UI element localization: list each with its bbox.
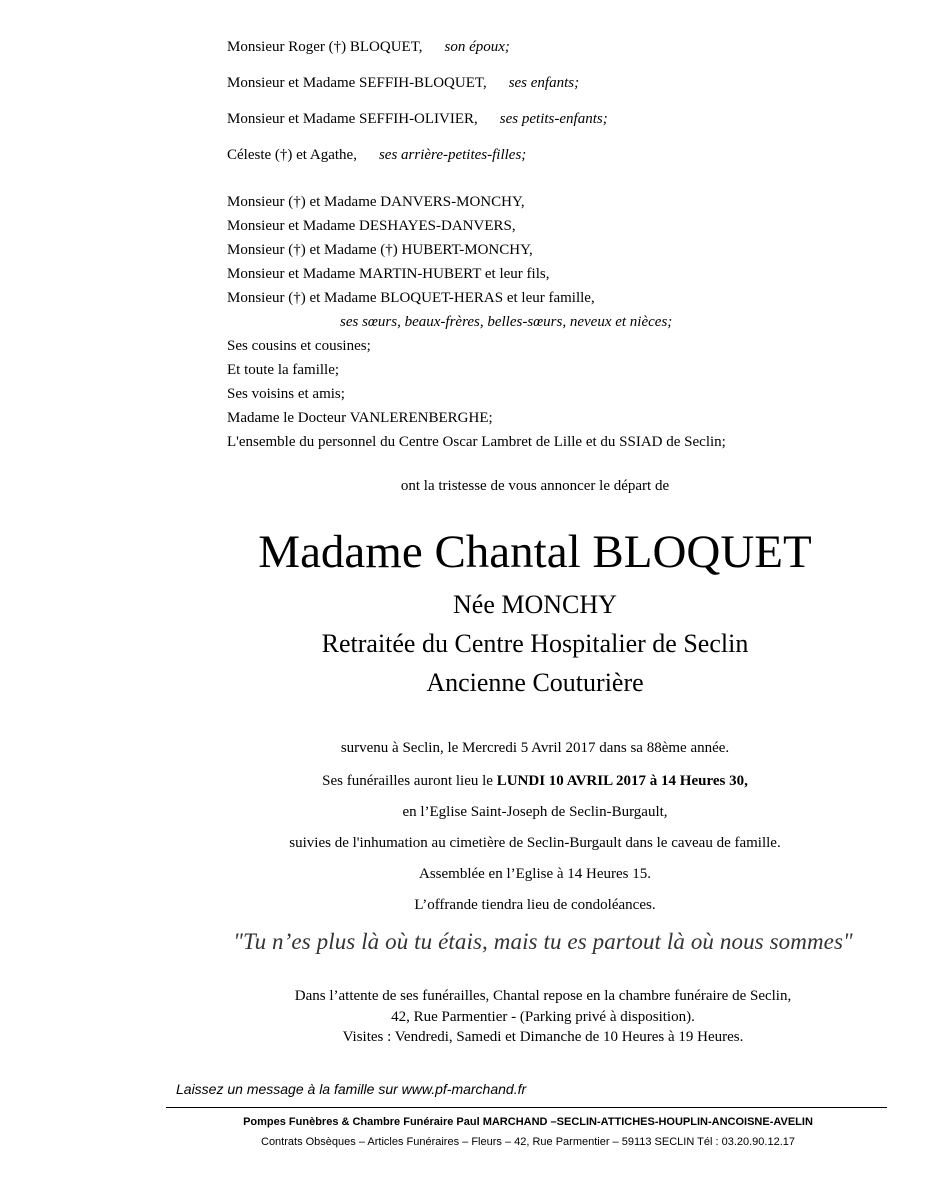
family-line-great-grandchildren	[227, 146, 526, 164]
condolence-message-link[interactable]: Laissez un message à la famille sur www.pf-marchand.fr	[176, 1081, 527, 1097]
family-name: Monsieur et Madame SEFFIH-BLOQUET,	[227, 75, 487, 91]
wake-line: Dans l’attente de ses funérailles, Chantal repose en la chambre funéraire de Seclin,	[294, 988, 792, 1004]
relative-line: Monsieur (†) et Madame BLOQUET-HERAS et leur famille,	[227, 290, 595, 306]
deceased-name: Madame Chantal BLOQUET	[258, 526, 812, 578]
family-name: Céleste (†) et Agathe,	[227, 147, 357, 163]
assembly-info: Assemblée en l’Eglise à 14 Heures 15.	[418, 866, 652, 882]
family-line-children	[227, 74, 579, 92]
funeral-date: LUNDI 10 AVRIL 2017 à 14 Heures 30,	[496, 773, 748, 789]
announcement-intro: ont la tristesse de vous annoncer le départ de	[400, 478, 670, 494]
family-role: son époux;	[444, 39, 510, 55]
wake-line: 42, Rue Parmentier - (Parking privé à disposition).	[391, 1008, 695, 1025]
funeral-info	[0, 771, 947, 791]
wake-info	[0, 986, 947, 1048]
relative-line: Monsieur et Madame DESHAYES-DANVERS,	[227, 218, 516, 234]
wake-line: Visites : Vendredi, Samedi et Dimanche de 10 Heures à 19 Heures.	[342, 1029, 744, 1045]
other-line: Madame le Docteur VANLERENBERGHE;	[227, 410, 493, 426]
family-name: Monsieur et Madame SEFFIH-OLIVIER,	[227, 111, 478, 127]
footer-divider	[166, 1107, 887, 1108]
funeral-prefix: Ses funérailles auront lieu le	[322, 773, 497, 789]
death-info: survenu à Seclin, le Mercredi 5 Avril 2017 dans sa 88ème année.	[340, 740, 730, 756]
other-line: Et toute la famille;	[227, 362, 340, 378]
relatives-role: ses sœurs, beaux-frères, belles-sœurs, neveux et nièces;	[340, 314, 673, 330]
family-role: ses enfants;	[508, 75, 580, 91]
family-role: ses arrière-petites-filles;	[378, 147, 527, 163]
other-line: Ses cousins et cousines;	[227, 338, 371, 354]
footer-services: Contrats Obsèques – Articles Funéraires – Fleurs – 42, Rue Parmentier – 59113 SECLIN Tél : 03.20.90.12.17	[261, 1136, 795, 1148]
family-line-husband	[227, 38, 510, 56]
family-name: Monsieur Roger (†) BLOQUET,	[227, 39, 423, 55]
other-line: L'ensemble du personnel du Centre Oscar Lambret de Lille et du SSIAD de Seclin;	[227, 434, 726, 450]
relative-line: Monsieur (†) et Madame (†) HUBERT-MONCHY,	[227, 242, 533, 258]
maiden-name: Née MONCHY	[453, 590, 617, 619]
deceased-title-2: Ancienne Couturière	[426, 668, 644, 697]
relative-line: Monsieur (†) et Madame DANVERS-MONCHY,	[227, 194, 525, 210]
memorial-quote: "Tu n’es plus là où tu étais, mais tu es partout là où nous sommes"	[233, 929, 853, 954]
family-line-grandchildren	[227, 110, 608, 128]
burial-info: suivies de l'inhumation au cimetière de Seclin-Burgault dans le caveau de famille.	[289, 835, 781, 851]
relative-line: Monsieur et Madame MARTIN-HUBERT et leur fils,	[227, 266, 550, 282]
other-line: Ses voisins et amis;	[227, 386, 345, 402]
offering-info: L’offrande tiendra lieu de condoléances.	[414, 897, 656, 913]
church-info: en l’Eglise Saint-Joseph de Seclin-Burgault,	[402, 804, 668, 820]
footer-company: Pompes Funèbres & Chambre Funéraire Paul MARCHAND –SECLIN-ATTICHES-HOUPLIN-ANCOISNE-AVELIN	[243, 1116, 813, 1128]
deceased-title-1: Retraitée du Centre Hospitalier de Seclin	[321, 629, 749, 658]
relatives-list	[227, 190, 726, 454]
family-role: ses petits-enfants;	[499, 111, 608, 127]
